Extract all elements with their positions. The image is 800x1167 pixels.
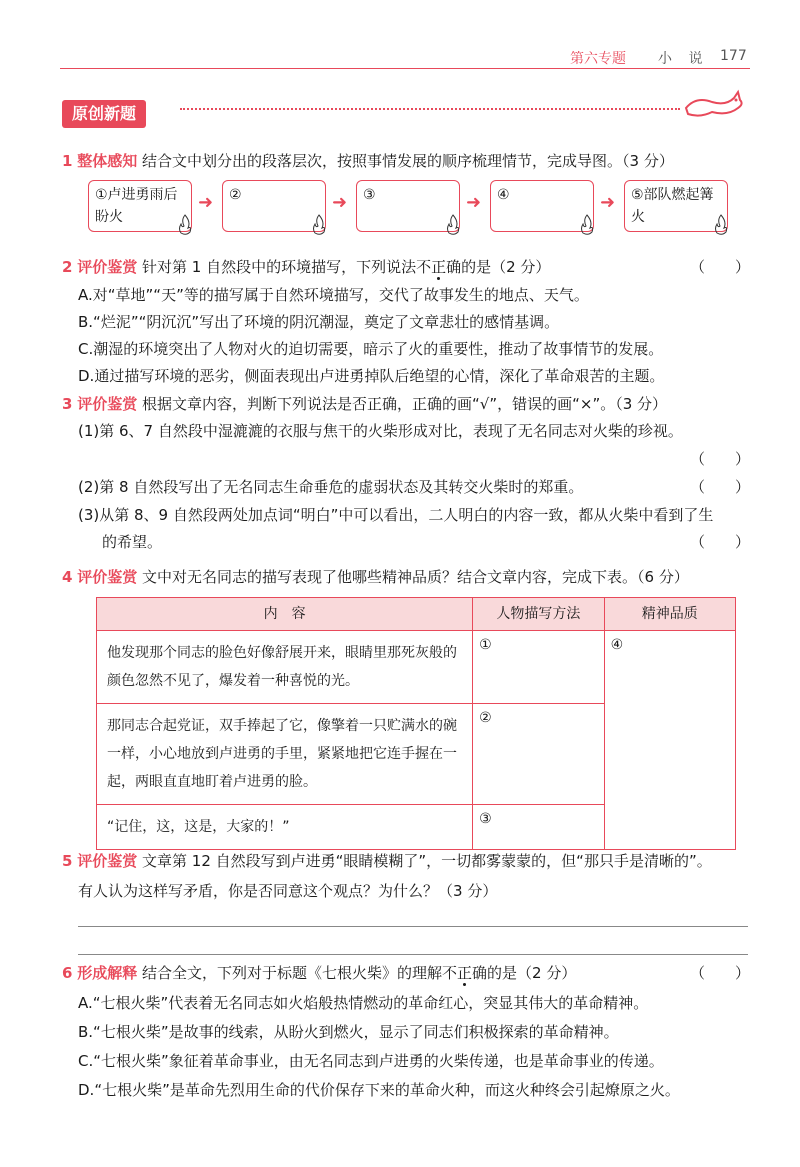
flow-box-2: ② bbox=[222, 180, 326, 232]
table-header-content: 内 容 bbox=[97, 598, 473, 631]
question-number: 1 bbox=[62, 152, 73, 170]
flame-icon bbox=[712, 214, 730, 236]
question-number: 2 bbox=[62, 258, 73, 276]
option-c: C.潮湿的环境突出了人物对火的迫切需要，暗示了火的重要性，推动了故事情节的发展。 bbox=[78, 340, 664, 358]
answer-paren: （ ） bbox=[690, 258, 751, 276]
arrow-right-icon: ➜ bbox=[600, 192, 616, 213]
header-chapter: 小 说 bbox=[658, 51, 709, 67]
question-text: 结合全文，下列对于标题《七根火柴》的理解 bbox=[142, 964, 443, 982]
answer-paren: （ ） bbox=[690, 964, 751, 982]
question-3 bbox=[62, 393, 667, 415]
option-c: C.“七根火柴”象征着革命事业，由无名同志到卢进勇的火柴传递，也是革命事业的传递。 bbox=[78, 1052, 664, 1070]
flame-icon bbox=[444, 214, 462, 236]
flame-icon bbox=[310, 214, 328, 236]
option-d: D.通过描写环境的恶劣，侧面表现出卢进勇掉队后绝望的心情，深化了革命艰苦的主题。 bbox=[78, 367, 665, 385]
question-5 bbox=[62, 850, 712, 872]
flow-box-4: ④ bbox=[490, 180, 594, 232]
option-a: A.“七根火柴”代表着无名同志如火焰般热情燃动的革命红心，突显其伟大的革命精神。 bbox=[78, 994, 649, 1012]
question-text: 针对第 1 自然段中的环境描写，下列说法 bbox=[142, 258, 417, 276]
option-b: B.“七根火柴”是故事的线索，从盼火到燃火，显示了同志们积极探索的革命精神。 bbox=[78, 1023, 619, 1041]
question-tag: 评价鉴赏 bbox=[77, 258, 138, 276]
answer-line[interactable] bbox=[78, 954, 748, 955]
emphasized-text: 不正确 bbox=[442, 964, 488, 982]
question-6 bbox=[62, 962, 576, 984]
arrow-right-icon: ➜ bbox=[198, 192, 214, 213]
question-1 bbox=[62, 150, 674, 172]
emphasized-text: 不正确 bbox=[416, 258, 462, 276]
question-number: 3 bbox=[62, 395, 73, 413]
page-number: 177 bbox=[720, 48, 747, 64]
question-5-line2: 有人认为这样写矛盾，你是否同意这个观点？为什么？（3 分） bbox=[78, 882, 498, 900]
question-tag: 形成解释 bbox=[77, 964, 138, 982]
flame-icon bbox=[578, 214, 596, 236]
table-header-method: 人物描写方法 bbox=[473, 598, 604, 631]
question-text: 文中对无名同志的描写表现了他哪些精神品质？结合文章内容，完成下表。（6 分） bbox=[142, 568, 689, 586]
arrow-right-icon: ➜ bbox=[466, 192, 482, 213]
banner-dotted-line bbox=[180, 108, 680, 116]
flame-icon bbox=[176, 214, 194, 236]
option-d: D.“七根火柴”是革命先烈用生命的代价保存下来的革命火种，而这火种终会引起燎原之火。 bbox=[78, 1081, 680, 1099]
header-divider bbox=[60, 68, 750, 69]
answer-paren: （ ） bbox=[690, 478, 751, 496]
table-cell-method[interactable]: ③ bbox=[473, 805, 604, 850]
arrow-right-icon: ➜ bbox=[332, 192, 348, 213]
item-3-cont: 的希望。 bbox=[102, 533, 163, 551]
table-cell-content: 他发现那个同志的脸色好像舒展开来，眼睛里那死灰般的颜色忽然不见了，爆发着一种喜悦的光。 bbox=[97, 631, 473, 704]
cat-icon bbox=[682, 88, 746, 122]
flow-box-3: ③ bbox=[356, 180, 460, 232]
table-cell-method[interactable]: ② bbox=[473, 704, 604, 805]
question-text: 结合文中划分出的段落层次，按照事情发展的顺序梳理情节，完成导图。（3 分） bbox=[142, 152, 674, 170]
answer-paren: （ ） bbox=[690, 450, 751, 468]
question-text: 的是（2 分） bbox=[487, 964, 577, 982]
analysis-table bbox=[96, 597, 736, 850]
answer-line[interactable] bbox=[78, 926, 748, 927]
option-b: B.“烂泥”“阴沉沉”写出了环境的阴沉潮湿，奠定了文章悲壮的感情基调。 bbox=[78, 313, 560, 331]
flow-box-1: ①卢进勇雨后盼火 bbox=[88, 180, 192, 232]
question-4 bbox=[62, 566, 689, 588]
question-tag: 整体感知 bbox=[77, 152, 138, 170]
table-row bbox=[97, 631, 736, 704]
table-cell-content: 那同志合起党证，双手捧起了它，像擎着一只贮满水的碗一样，小心地放到卢进勇的手里，紧紧地把它连手握在一起，两眼直直地盯着卢进勇的脸。 bbox=[97, 704, 473, 805]
question-2 bbox=[62, 256, 550, 278]
question-number: 5 bbox=[62, 852, 73, 870]
header-section: 第六专题 bbox=[570, 51, 626, 67]
question-number: 6 bbox=[62, 964, 73, 982]
flow-box-5: ⑤部队燃起篝火 bbox=[624, 180, 728, 232]
table-cell-method[interactable]: ① bbox=[473, 631, 604, 704]
item-1: (1)第 6、7 自然段中湿漉漉的衣服与焦干的火柴形成对比，表现了无名同志对火柴的珍视。 bbox=[78, 422, 683, 440]
question-text: 根据文章内容，判断下列说法是否正确，正确的画“√”，错误的画“×”。（3 分） bbox=[142, 395, 668, 413]
table-header-quality: 精神品质 bbox=[604, 598, 735, 631]
question-tag: 评价鉴赏 bbox=[77, 395, 138, 413]
answer-paren: （ ） bbox=[690, 533, 751, 551]
section-banner: 原创新题 bbox=[62, 100, 146, 128]
question-number: 4 bbox=[62, 568, 73, 586]
item-3: (3)从第 8、9 自然段两处加点词“明白”中可以看出，二人明白的内容一致，都从火柴中看到了生 bbox=[78, 506, 714, 524]
question-text: 文章第 12 自然段写到卢进勇“眼睛模糊了”，一切都雾蒙蒙的，但“那只手是清晰的”。 bbox=[142, 852, 712, 870]
question-text: 的是（2 分） bbox=[461, 258, 551, 276]
question-tag: 评价鉴赏 bbox=[77, 852, 138, 870]
table-cell-quality[interactable]: ④ bbox=[604, 631, 735, 850]
item-2: (2)第 8 自然段写出了无名同志生命垂危的虚弱状态及其转交火柴时的郑重。 bbox=[78, 478, 584, 496]
table-cell-content: “记住，这，这是，大家的！” bbox=[97, 805, 473, 850]
question-tag: 评价鉴赏 bbox=[77, 568, 138, 586]
option-a: A.对“草地”“天”等的描写属于自然环境描写，交代了故事发生的地点、天气。 bbox=[78, 286, 589, 304]
